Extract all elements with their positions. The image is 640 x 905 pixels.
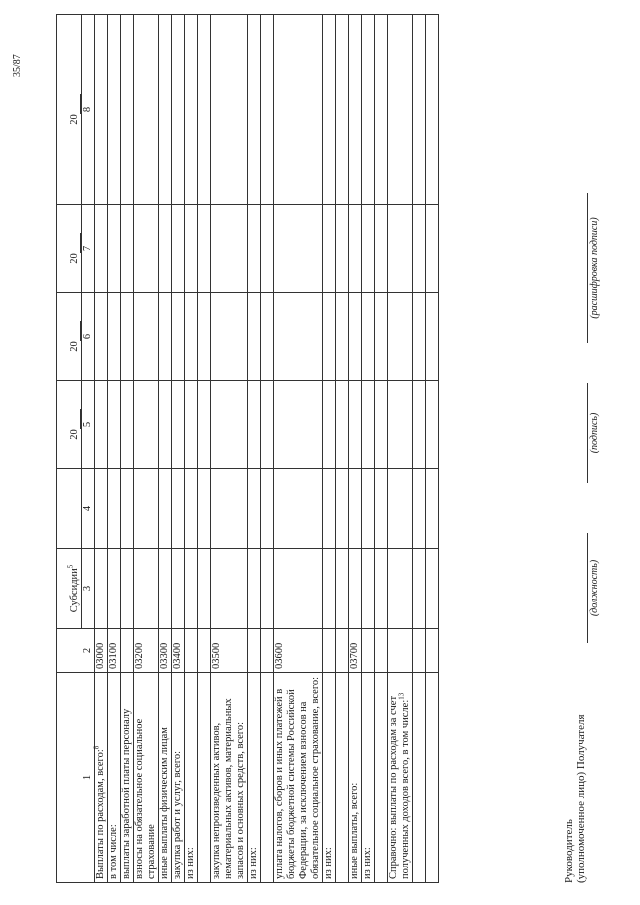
value-cell xyxy=(108,15,121,205)
row-label: Справочно: выплаты по расходам за счет полученных доходов всего, в том числе:$^{13}$ xyxy=(388,673,413,883)
value-cell xyxy=(134,549,159,629)
value-cell xyxy=(211,15,248,205)
value-cell xyxy=(185,205,198,293)
value-cell xyxy=(95,381,108,469)
row-code xyxy=(413,629,426,673)
table-row xyxy=(121,15,134,883)
table-row xyxy=(349,15,362,883)
value-cell xyxy=(336,381,349,469)
value-cell xyxy=(172,469,185,549)
value-cell xyxy=(185,469,198,549)
value-cell xyxy=(426,205,439,293)
value-cell xyxy=(426,293,439,381)
value-cell xyxy=(211,469,248,549)
row-code xyxy=(388,629,413,673)
row-label xyxy=(426,673,439,883)
value-cell xyxy=(248,15,261,205)
value-cell xyxy=(375,549,388,629)
row-code: 03600 xyxy=(274,629,323,673)
value-cell xyxy=(185,293,198,381)
value-cell xyxy=(211,381,248,469)
value-cell xyxy=(108,293,121,381)
value-cell xyxy=(172,15,185,205)
value-cell xyxy=(172,549,185,629)
value-cell xyxy=(121,15,134,205)
row-code xyxy=(198,629,211,673)
value-cell xyxy=(159,549,172,629)
header-col-1: 1 xyxy=(57,673,95,883)
value-cell xyxy=(413,549,426,629)
value-cell xyxy=(388,549,413,629)
row-label: закупка непроизведенных активов, нематериальных активов, материальных запасов и основных средств, всего: xyxy=(211,673,248,883)
header-col-2: 2 xyxy=(57,629,95,673)
col-num-6: 6 xyxy=(82,293,95,381)
value-cell xyxy=(159,15,172,205)
value-cell xyxy=(388,205,413,293)
row-code: 03700 xyxy=(349,629,362,673)
payments-table xyxy=(56,14,439,883)
row-code xyxy=(426,629,439,673)
value-cell xyxy=(248,293,261,381)
row-code xyxy=(336,629,349,673)
value-cell xyxy=(362,15,375,205)
row-code xyxy=(248,629,261,673)
value-cell xyxy=(95,469,108,549)
table-row xyxy=(274,15,323,883)
signature-line xyxy=(587,383,588,483)
value-cell xyxy=(198,293,211,381)
value-cell xyxy=(185,549,198,629)
decoding-line xyxy=(587,193,588,343)
value-cell xyxy=(198,469,211,549)
signature-block xyxy=(563,23,600,883)
table-row xyxy=(336,15,349,883)
value-cell xyxy=(426,381,439,469)
value-cell xyxy=(323,293,336,381)
value-cell xyxy=(172,293,185,381)
row-label xyxy=(261,673,274,883)
value-cell xyxy=(211,205,248,293)
value-cell xyxy=(336,293,349,381)
table-row xyxy=(388,15,413,883)
value-cell xyxy=(121,381,134,469)
header-year-5: 20 xyxy=(57,381,82,469)
page-code: 35/87 xyxy=(12,54,23,77)
value-cell xyxy=(323,381,336,469)
value-cell xyxy=(121,469,134,549)
value-cell xyxy=(362,293,375,381)
row-label: иные выплаты физическим лицам xyxy=(159,673,172,883)
row-code: 03300 xyxy=(159,629,172,673)
row-code: 03000 xyxy=(95,629,108,673)
row-code: 03500 xyxy=(211,629,248,673)
table-row xyxy=(248,15,261,883)
value-cell xyxy=(274,549,323,629)
value-cell xyxy=(388,293,413,381)
value-cell xyxy=(375,205,388,293)
value-cell xyxy=(159,293,172,381)
value-cell xyxy=(198,381,211,469)
table-row xyxy=(198,15,211,883)
header-year-7: 20 xyxy=(57,205,82,293)
value-cell xyxy=(248,549,261,629)
signatory-subtitle: (уполномоченное лицо) Получателя xyxy=(575,714,587,883)
table-row xyxy=(323,15,336,883)
header-col-4 xyxy=(57,469,82,549)
value-cell xyxy=(388,381,413,469)
value-cell xyxy=(198,205,211,293)
header-subsidies: Субсидии$^5$ xyxy=(57,549,82,629)
value-cell xyxy=(413,381,426,469)
value-cell xyxy=(198,15,211,205)
value-cell xyxy=(261,549,274,629)
value-cell xyxy=(261,293,274,381)
value-cell xyxy=(134,205,159,293)
row-code: 03400 xyxy=(172,629,185,673)
table-row xyxy=(261,15,274,883)
value-cell xyxy=(349,293,362,381)
value-cell xyxy=(134,381,159,469)
value-cell xyxy=(198,549,211,629)
row-label: взносы на обязательное социальное страхование xyxy=(134,673,159,883)
position-line xyxy=(587,533,588,643)
row-code xyxy=(375,629,388,673)
row-label: в том числе: xyxy=(108,673,121,883)
signature-caption: (подпись) xyxy=(589,412,600,454)
row-label: из них: xyxy=(323,673,336,883)
value-cell xyxy=(172,381,185,469)
value-cell xyxy=(121,293,134,381)
col-num-8: 8 xyxy=(82,15,95,205)
table-row xyxy=(211,15,248,883)
value-cell xyxy=(185,381,198,469)
value-cell xyxy=(426,469,439,549)
value-cell xyxy=(274,469,323,549)
row-code xyxy=(323,629,336,673)
value-cell xyxy=(159,469,172,549)
value-cell xyxy=(323,205,336,293)
row-label: из них: xyxy=(362,673,375,883)
row-label: закупка работ и услуг, всего: xyxy=(172,673,185,883)
value-cell xyxy=(185,15,198,205)
col-num-4: 4 xyxy=(82,469,95,549)
value-cell xyxy=(95,549,108,629)
decoding-caption: (расшифровка подписи) xyxy=(589,217,600,319)
value-cell xyxy=(375,381,388,469)
header-year-8: 20 xyxy=(57,15,82,205)
value-cell xyxy=(134,293,159,381)
value-cell xyxy=(274,381,323,469)
value-cell xyxy=(323,469,336,549)
value-cell xyxy=(336,205,349,293)
value-cell xyxy=(211,549,248,629)
table-row xyxy=(134,15,159,883)
table-row xyxy=(172,15,185,883)
row-code xyxy=(261,629,274,673)
value-cell xyxy=(274,205,323,293)
value-cell xyxy=(349,15,362,205)
value-cell xyxy=(362,549,375,629)
row-label: Выплаты по расходам, всего:$^8$ xyxy=(95,673,108,883)
value-cell xyxy=(349,469,362,549)
row-label xyxy=(375,673,388,883)
value-cell xyxy=(323,549,336,629)
value-cell xyxy=(388,469,413,549)
value-cell xyxy=(362,205,375,293)
value-cell xyxy=(375,15,388,205)
value-cell xyxy=(274,293,323,381)
value-cell xyxy=(336,549,349,629)
value-cell xyxy=(413,205,426,293)
value-cell xyxy=(172,205,185,293)
value-cell xyxy=(121,549,134,629)
value-cell xyxy=(261,469,274,549)
value-cell xyxy=(274,15,323,205)
value-cell xyxy=(323,15,336,205)
row-code xyxy=(362,629,375,673)
value-cell xyxy=(388,15,413,205)
value-cell xyxy=(108,469,121,549)
value-cell xyxy=(336,469,349,549)
table-row xyxy=(426,15,439,883)
value-cell xyxy=(413,293,426,381)
value-cell xyxy=(261,205,274,293)
row-code: 03200 xyxy=(134,629,159,673)
value-cell xyxy=(108,205,121,293)
value-cell xyxy=(426,15,439,205)
header-year-6: 20 xyxy=(57,293,82,381)
value-cell xyxy=(261,381,274,469)
value-cell xyxy=(261,15,274,205)
value-cell xyxy=(95,205,108,293)
value-cell xyxy=(362,381,375,469)
table-body xyxy=(92,15,439,883)
value-cell xyxy=(349,205,362,293)
row-label: уплата налогов, сборов и иных платежей в бюджеты бюджетной системы Российской Федерации, за исключением взносов на обязательное социальное страхование, всего: xyxy=(274,673,323,883)
value-cell xyxy=(159,381,172,469)
value-cell xyxy=(375,469,388,549)
value-cell xyxy=(108,549,121,629)
value-cell xyxy=(349,549,362,629)
row-label: иные выплаты, всего: xyxy=(349,673,362,883)
value-cell xyxy=(413,469,426,549)
value-cell xyxy=(336,15,349,205)
value-cell xyxy=(248,205,261,293)
table-row xyxy=(95,15,108,883)
value-cell xyxy=(248,469,261,549)
row-label: из них: xyxy=(185,673,198,883)
position-caption: (должность) xyxy=(589,559,600,617)
value-cell xyxy=(95,293,108,381)
row-label xyxy=(198,673,211,883)
value-cell xyxy=(426,549,439,629)
table-row xyxy=(413,15,426,883)
col-num-5: 5 xyxy=(82,381,95,469)
table-row xyxy=(185,15,198,883)
value-cell xyxy=(349,381,362,469)
value-cell xyxy=(362,469,375,549)
value-cell xyxy=(108,381,121,469)
row-label xyxy=(413,673,426,883)
value-cell xyxy=(121,205,134,293)
row-label: из них: xyxy=(248,673,261,883)
value-cell xyxy=(134,15,159,205)
col-num-7: 7 xyxy=(82,205,95,293)
value-cell xyxy=(248,381,261,469)
col-num-3: 3 xyxy=(82,549,95,629)
value-cell xyxy=(134,469,159,549)
row-code xyxy=(121,629,134,673)
value-cell xyxy=(159,205,172,293)
header-row xyxy=(57,15,82,883)
value-cell xyxy=(95,15,108,205)
row-label: выплаты заработной платы персоналу xyxy=(121,673,134,883)
signatory-title: Руководитель xyxy=(563,819,575,883)
value-cell xyxy=(211,293,248,381)
table-row xyxy=(108,15,121,883)
row-code: 03100 xyxy=(108,629,121,673)
row-label xyxy=(336,673,349,883)
table-row xyxy=(362,15,375,883)
value-cell xyxy=(375,293,388,381)
table-row xyxy=(159,15,172,883)
row-code xyxy=(185,629,198,673)
value-cell xyxy=(413,15,426,205)
table-row xyxy=(375,15,388,883)
